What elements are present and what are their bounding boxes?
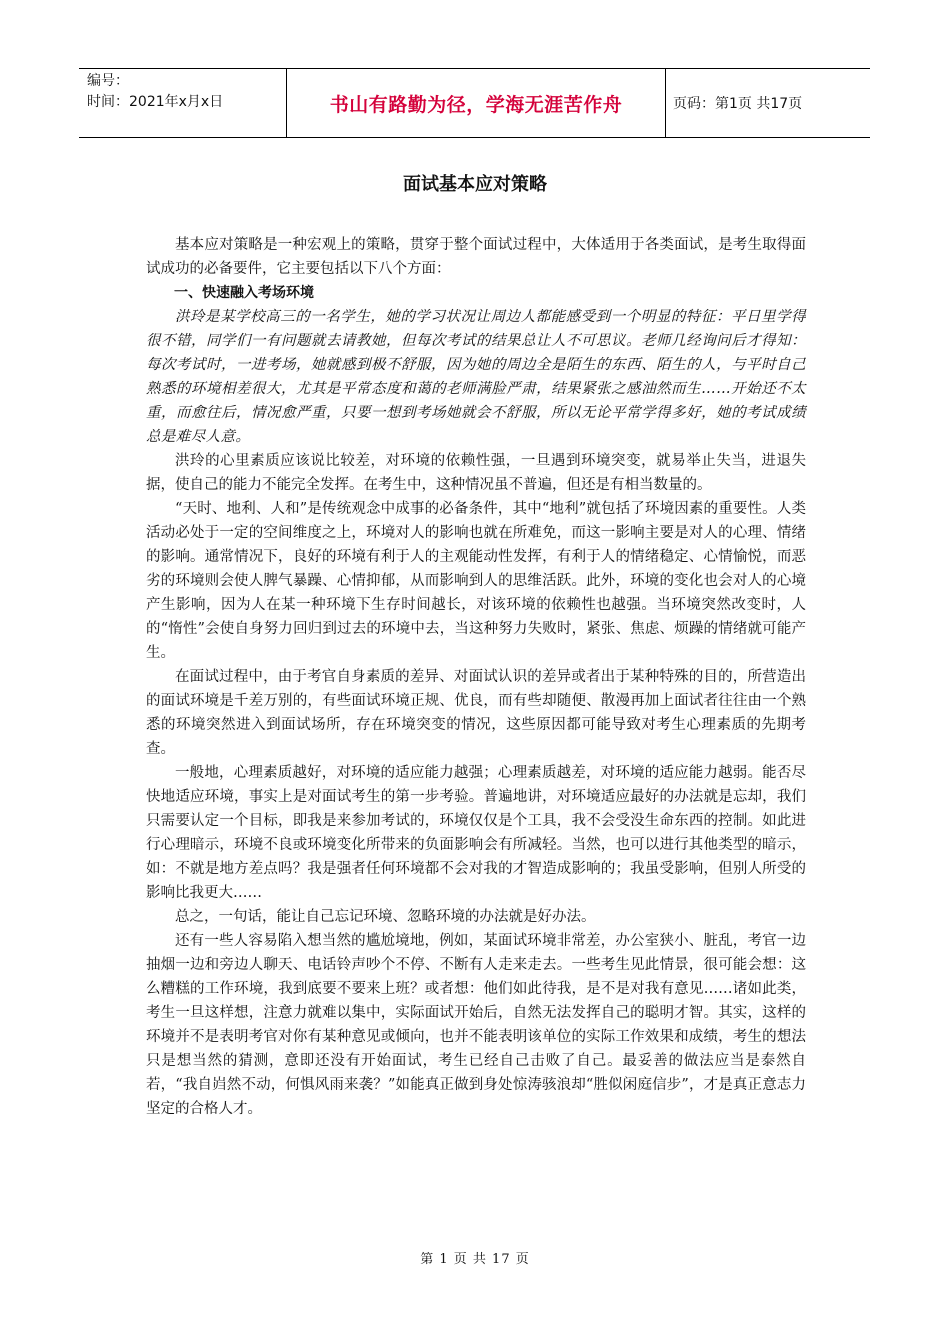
header-page-cell	[666, 69, 870, 137]
number-label: 编号：	[87, 73, 129, 89]
page-footer: 第 1 页 共 17 页	[420, 1252, 530, 1267]
document-title: 面试基本应对策略	[403, 174, 547, 195]
header-slogan-cell	[286, 69, 666, 137]
body-paragraph: 总之，一句话，能让自己忘记环境、忽略环境的办法就是好办法。	[175, 909, 596, 925]
intro-paragraph: 基本应对策略是一种宏观上的策略，贯穿于整个面试过程中，大体适用于各类面试，是考生取得面试成功的必备要件，它主要包括以下八个方面：	[146, 237, 806, 277]
document-header	[79, 68, 870, 138]
body-paragraph: “天时、地利、人和”是传统观念中成事的必备条件，其中“地利”就包括了环境因素的重要性。人类活动必处于一定的空间维度之上，环境对人的影响也就在所难免，而这一影响主要是对人的心理、情绪的影响。通常情况下，良好的环境有利于人的主观能动性发挥，有利于人的情绪稳定、心情愉悦，而恶劣的环境则会使人脾气暴躁、心情抑郁，从而影响到人的思维活跃。此外，环境的变化也会对人的心境产生影响，因为人在某一种环境下生存时间越长，对该环境的依赖性也越强。当环境突然改变时，人的“惰性”会使自身努力回归到过去的环境中去，当这种努力失败时，紧张、焦虑、烦躁的情绪就可能产生。	[146, 501, 806, 661]
time-label: 时间：2021年x月x日	[87, 94, 224, 110]
body-paragraph: 洪玲的心里素质应该说比较差，对环境的依赖性强，一旦遇到环境突变，就易举止失当，进退失据，使自己的能力不能完全发挥。在考生中，这种情况虽不普遍，但还是有相当数量的。	[146, 453, 806, 493]
body-paragraph: 一般地，心理素质越好，对环境的适应能力越强；心理素质越差，对环境的适应能力越弱。能否尽快地适应环境，事实上是对面试考生的第一步考验。普遍地讲，对环境适应最好的办法就是忘却，我们只需要认定一个目标，即我是来参加考试的，环境仅仅是个工具，我不会受没生命东西的控制。如此进行心理暗示，环境不良或环境变化所带来的负面影响会有所减轻。当然，也可以进行其他类型的暗示，如：不就是地方差点吗？我是强者任何环境都不会对我的才智造成影响的；我虽受影响，但别人所受的影响比我更大……	[146, 765, 806, 901]
slogan-text: 书山有路勤为径，学海无涯苦作舟	[329, 93, 623, 116]
header-meta	[79, 69, 286, 137]
page-code: 页码：第1页 共17页	[673, 96, 803, 112]
section-heading: 一、快速融入考场环境	[174, 285, 314, 301]
story-paragraph: 洪玲是某学校高三的一名学生，她的学习状况让周边人都能感受到一个明显的特征：平日里学得很不错，同学们一有问题就去请教她，但每次考试的结果总让人不可思议。老师几经询问后才得知：每次考试时，一进考场，她就感到极不舒服，因为她的周边全是陌生的东西、陌生的人，与平时自己熟悉的环境相差很大，尤其是平常态度和蔼的老师满脸严肃，结果紧张之感油然而生……开始还不太重，而愈往后，情况愈严重，只要一想到考场她就会不舒服，所以无论平常学得多好，她的考试成绩总是难尽人意。	[146, 309, 806, 445]
body-paragraph: 在面试过程中，由于考官自身素质的差异、对面试认识的差异或者出于某种特殊的目的，所营造出的面试环境是千差万别的，有些面试环境正规、优良，而有些却随便、散漫再加上面试者往往由一个熟悉的环境突然进入到面试场所，存在环境突变的情况，这些原因都可能导致对考生心理素质的先期考查。	[146, 669, 806, 757]
body-paragraph: 还有一些人容易陷入想当然的尴尬境地，例如，某面试环境非常差，办公室狭小、脏乱，考官一边抽烟一边和旁边人聊天、电话铃声吵个不停、不断有人走来走去。一些考生见此情景，很可能会想：这么糟糕的工作环境，我到底要不要来上班？或者想：他们如此待我，是不是对我有意见……诸如此类，考生一旦这样想，注意力就难以集中，实际面试开始后，自然无法发挥自己的聪明才智。其实，这样的环境并不是表明考官对你有某种意见或倾向，也并不能表明该单位的实际工作效果和成绩，考生的想法只是想当然的猜测，意即还没有开始面试，考生已经自己击败了自己。最妥善的做法应当是泰然自若，“我自岿然不动，何惧风雨来袭？”如能真正做到身处惊涛骇浪却“胜似闲庭信步”，才是真正意志力坚定的合格人才。	[146, 933, 806, 1117]
document-body	[146, 233, 806, 1121]
